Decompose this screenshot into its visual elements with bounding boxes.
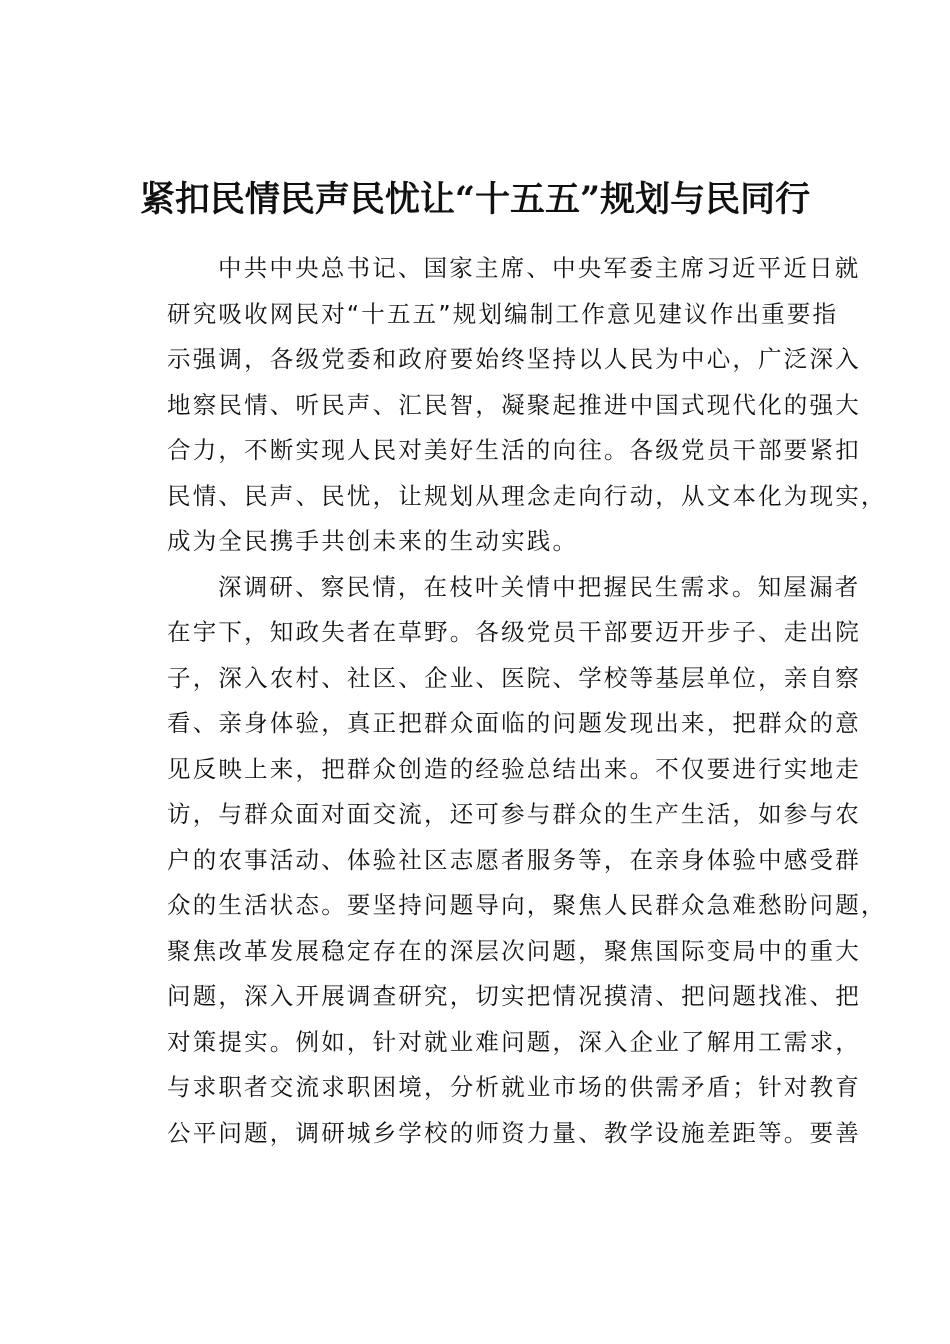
text-line: 深调研、察民情，在枝叶关情中把握民生需求。知屋漏者 <box>218 572 861 601</box>
text-line: 研究吸收网民对“十五五”规划编制工作意见建议作出重要指 <box>167 299 839 328</box>
text-line: 中共中央总书记、国家主席、中央军委主席习近平近日就 <box>218 254 861 282</box>
text-line: 问题，深入开展调查研究，切实把情况摸清、把问题找准、把 <box>167 982 861 1010</box>
text-line: 成为全民携手共创未来的生动实践。 <box>167 527 579 555</box>
text-line: 见反映上来，把群众创造的经验总结出来。不仅要进行实地走 <box>167 754 861 783</box>
text-line: 众的生活状态。要坚持问题导向，聚焦人民群众急难愁盼问题， <box>167 891 887 919</box>
text-line: 在宇下，知政失者在草野。各级党员干部要迈开步子、走出院 <box>167 618 861 646</box>
text-line: 示强调，各级党委和政府要始终坚持以人民为中心，广泛深入 <box>167 345 861 373</box>
text-line: 户的农事活动、体验社区志愿者服务等，在亲身体验中感受群 <box>167 845 861 874</box>
text-line: 地察民情、听民声、汇民智，凝聚起推进中国式现代化的强大 <box>167 390 861 419</box>
text-line: 合力，不断实现人民对美好生活的向往。各级党员干部要紧扣 <box>167 436 861 464</box>
paragraph-2 <box>120 565 887 1157</box>
document-title: 紧扣民情民声民忧让“十五五”规划与民同行 <box>139 179 811 220</box>
document-body <box>120 246 887 1156</box>
text-line: 对策提实。例如，针对就业难问题，深入企业了解用工需求， <box>167 1027 861 1056</box>
text-line: 子，深入农村、社区、企业、医院、学校等基层单位，亲自察 <box>167 663 861 692</box>
text-line: 民情、民声、民忧，让规划从理念走向行动，从文本化为现实， <box>167 481 887 510</box>
text-line: 与求职者交流求职困境，分析就业市场的供需矛盾；针对教育 <box>167 1073 861 1101</box>
text-line: 访，与群众面对面交流，还可参与群众的生产生活，如参与农 <box>167 800 861 828</box>
text-line: 看、亲身体验，真正把群众面临的问题发现出来，把群众的意 <box>167 709 861 737</box>
text-line: 公平问题，调研城乡学校的师资力量、教学设施差距等。要善 <box>167 1118 861 1147</box>
paragraph-1 <box>120 246 887 565</box>
text-line: 聚焦改革发展稳定存在的深层次问题，聚焦国际变局中的重大 <box>167 936 861 965</box>
